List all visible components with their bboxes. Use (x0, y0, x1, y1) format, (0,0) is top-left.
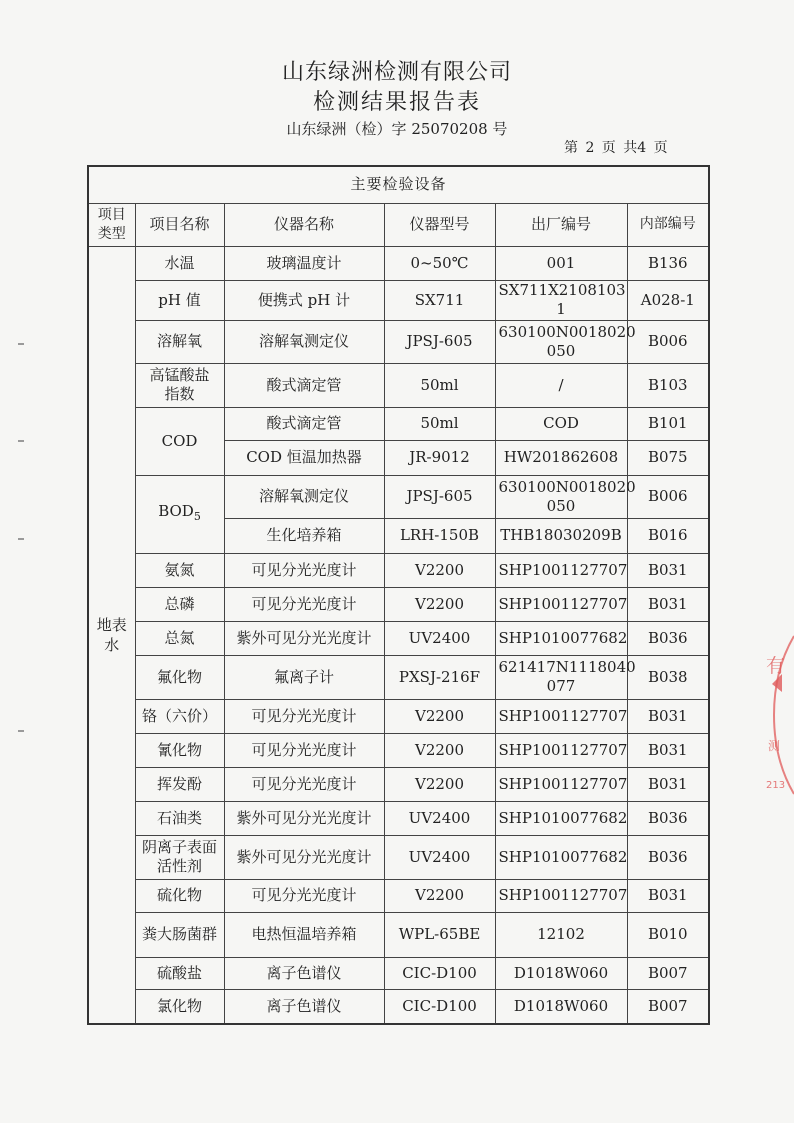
item-name: 挥发酚 (135, 767, 224, 801)
serial-number: HW201862608 (495, 440, 627, 475)
internal-number: B016 (627, 518, 709, 553)
report-title: 检测结果报告表 (312, 90, 481, 115)
instrument-model: JPSJ-605 (384, 320, 495, 363)
instrument-name: 离子色谱仪 (224, 957, 384, 989)
instrument-model: V2200 (384, 767, 495, 801)
instrument-name: 可见分光光度计 (224, 733, 384, 767)
item-name: 总磷 (135, 587, 224, 621)
seal-char: 有 (766, 655, 786, 677)
item-name: $BOD_5$ (135, 475, 224, 553)
item-name: 氰化物 (135, 733, 224, 767)
table-row (88, 587, 709, 621)
table-row (88, 621, 709, 655)
internal-number: B103 (627, 363, 709, 407)
serial-number: SX711X2108103 1 (495, 280, 627, 320)
item-name: 阴离子表面活性剂 (135, 835, 224, 879)
item-name: COD (135, 407, 224, 475)
table-row (88, 912, 709, 957)
instrument-model: 50ml (384, 407, 495, 440)
item-name: 氨氮 (135, 553, 224, 587)
instrument-model: CIC-D100 (384, 957, 495, 989)
table-row (88, 733, 709, 767)
internal-number: B006 (627, 475, 709, 518)
table-row (88, 553, 709, 587)
instrument-model: WPL-65BE (384, 912, 495, 957)
item-name: pH 值 (135, 280, 224, 320)
instrument-name: 可见分光光度计 (224, 553, 384, 587)
internal-number: B010 (627, 912, 709, 957)
internal-number: B031 (627, 699, 709, 733)
instrument-model: PXSJ-216F (384, 655, 495, 699)
serial-number: SHP1010077682 (495, 801, 627, 835)
report-number: 山东绿洲（检）字 25070208 号 (286, 120, 508, 138)
col-header-serial: 出厂编号 (495, 203, 627, 246)
instrument-name: 紫外可见分光光度计 (224, 835, 384, 879)
page-indicator: 第 2 页 共4 页 (564, 140, 668, 156)
table-row (88, 246, 709, 280)
equipment-table (87, 165, 710, 1025)
instrument-name: 可见分光光度计 (224, 587, 384, 621)
instrument-model: CIC-D100 (384, 989, 495, 1024)
instrument-model: UV2400 (384, 621, 495, 655)
serial-number: 001 (495, 246, 627, 280)
internal-number: B038 (627, 655, 709, 699)
internal-number: B036 (627, 621, 709, 655)
serial-number: 630100N0018020 050 (495, 320, 627, 363)
report-header (0, 58, 794, 140)
item-name: 氯化物 (135, 989, 224, 1024)
serial-number: D1018W060 (495, 989, 627, 1024)
internal-number: B007 (627, 957, 709, 989)
instrument-name: 便携式 pH 计 (224, 280, 384, 320)
instrument-name: 可见分光光度计 (224, 767, 384, 801)
internal-number: B031 (627, 733, 709, 767)
serial-number: 12102 (495, 912, 627, 957)
col-header-model: 仪器型号 (384, 203, 495, 246)
internal-number: B036 (627, 835, 709, 879)
internal-number: B036 (627, 801, 709, 835)
table-row (88, 320, 709, 363)
internal-number: B007 (627, 989, 709, 1024)
instrument-model: V2200 (384, 733, 495, 767)
instrument-model: JPSJ-605 (384, 475, 495, 518)
col-header-internal: 内部编号 (627, 203, 709, 246)
item-name: 粪大肠菌群 (135, 912, 224, 957)
serial-number: SHP1001127707 (495, 733, 627, 767)
instrument-name: COD 恒温加热器 (224, 440, 384, 475)
category-cell: 地表水 (88, 246, 135, 1024)
internal-number: B136 (627, 246, 709, 280)
serial-number: SHP1001127707 (495, 587, 627, 621)
seal-digits: 213 (766, 780, 786, 791)
binding-mark (18, 538, 24, 540)
internal-number: B031 (627, 879, 709, 912)
instrument-model: V2200 (384, 587, 495, 621)
col-header-instrument: 仪器名称 (224, 203, 384, 246)
instrument-name: 生化培养箱 (224, 518, 384, 553)
instrument-model: V2200 (384, 699, 495, 733)
table-row (88, 363, 709, 407)
table-row (88, 801, 709, 835)
instrument-name: 紫外可见分光光度计 (224, 801, 384, 835)
item-name: 硫酸盐 (135, 957, 224, 989)
binding-mark (18, 343, 24, 345)
serial-number: SHP1010077682 (495, 621, 627, 655)
internal-number: B031 (627, 587, 709, 621)
item-name: 高锰酸盐指数 (135, 363, 224, 407)
binding-mark (18, 730, 24, 732)
item-name: 氟化物 (135, 655, 224, 699)
instrument-model: LRH-150B (384, 518, 495, 553)
col-header-category: 项目类型 (88, 203, 135, 246)
internal-number: B006 (627, 320, 709, 363)
instrument-model: JR-9012 (384, 440, 495, 475)
instrument-model: V2200 (384, 553, 495, 587)
internal-number: B031 (627, 553, 709, 587)
item-name: 铬（六价） (135, 699, 224, 733)
serial-number: SHP1001127707 (495, 767, 627, 801)
instrument-name: 酸式滴定管 (224, 407, 384, 440)
internal-number: B101 (627, 407, 709, 440)
instrument-name: 离子色谱仪 (224, 989, 384, 1024)
instrument-name: 酸式滴定管 (224, 363, 384, 407)
table-row (88, 655, 709, 699)
item-name: 总氮 (135, 621, 224, 655)
serial-number: THB18030209B (495, 518, 627, 553)
item-name: 溶解氧 (135, 320, 224, 363)
instrument-name: 紫外可见分光光度计 (224, 621, 384, 655)
table-row (88, 957, 709, 989)
item-name: 石油类 (135, 801, 224, 835)
item-name: 水温 (135, 246, 224, 280)
instrument-name: 溶解氧测定仪 (224, 475, 384, 518)
serial-number: 621417N1118040 077 (495, 655, 627, 699)
serial-number: 630100N0018020 050 (495, 475, 627, 518)
instrument-name: 可见分光光度计 (224, 879, 384, 912)
table-row (88, 407, 709, 440)
serial-number: / (495, 363, 627, 407)
table-row (88, 879, 709, 912)
serial-number: COD (495, 407, 627, 440)
table-row (88, 989, 709, 1024)
table-row (88, 475, 709, 518)
instrument-model: SX711 (384, 280, 495, 320)
serial-number: SHP1001127707 (495, 553, 627, 587)
serial-number: SHP1001127707 (495, 879, 627, 912)
instrument-name: 电热恒温培养箱 (224, 912, 384, 957)
company-name: 山东绿洲检测有限公司 (281, 60, 512, 85)
table-row (88, 699, 709, 733)
instrument-model: UV2400 (384, 801, 495, 835)
instrument-model: V2200 (384, 879, 495, 912)
table-row (88, 767, 709, 801)
instrument-name: 玻璃温度计 (224, 246, 384, 280)
instrument-model: 0~50℃ (384, 246, 495, 280)
section-title: 主要检验设备 (88, 166, 709, 203)
instrument-name: 氟离子计 (224, 655, 384, 699)
instrument-model: UV2400 (384, 835, 495, 879)
seal-char: 测 (768, 739, 781, 753)
section-header-row (88, 166, 709, 203)
instrument-name: 可见分光光度计 (224, 699, 384, 733)
column-header-row (88, 203, 709, 246)
item-name: 硫化物 (135, 879, 224, 912)
serial-number: SHP1001127707 (495, 699, 627, 733)
col-header-item: 项目名称 (135, 203, 224, 246)
serial-number: D1018W060 (495, 957, 627, 989)
instrument-model: 50ml (384, 363, 495, 407)
binding-mark (18, 440, 24, 442)
table-row (88, 280, 709, 320)
internal-number: A028-1 (627, 280, 709, 320)
internal-number: B075 (627, 440, 709, 475)
serial-number: SHP1010077682 (495, 835, 627, 879)
table-row (88, 835, 709, 879)
internal-number: B031 (627, 767, 709, 801)
instrument-name: 溶解氧测定仪 (224, 320, 384, 363)
